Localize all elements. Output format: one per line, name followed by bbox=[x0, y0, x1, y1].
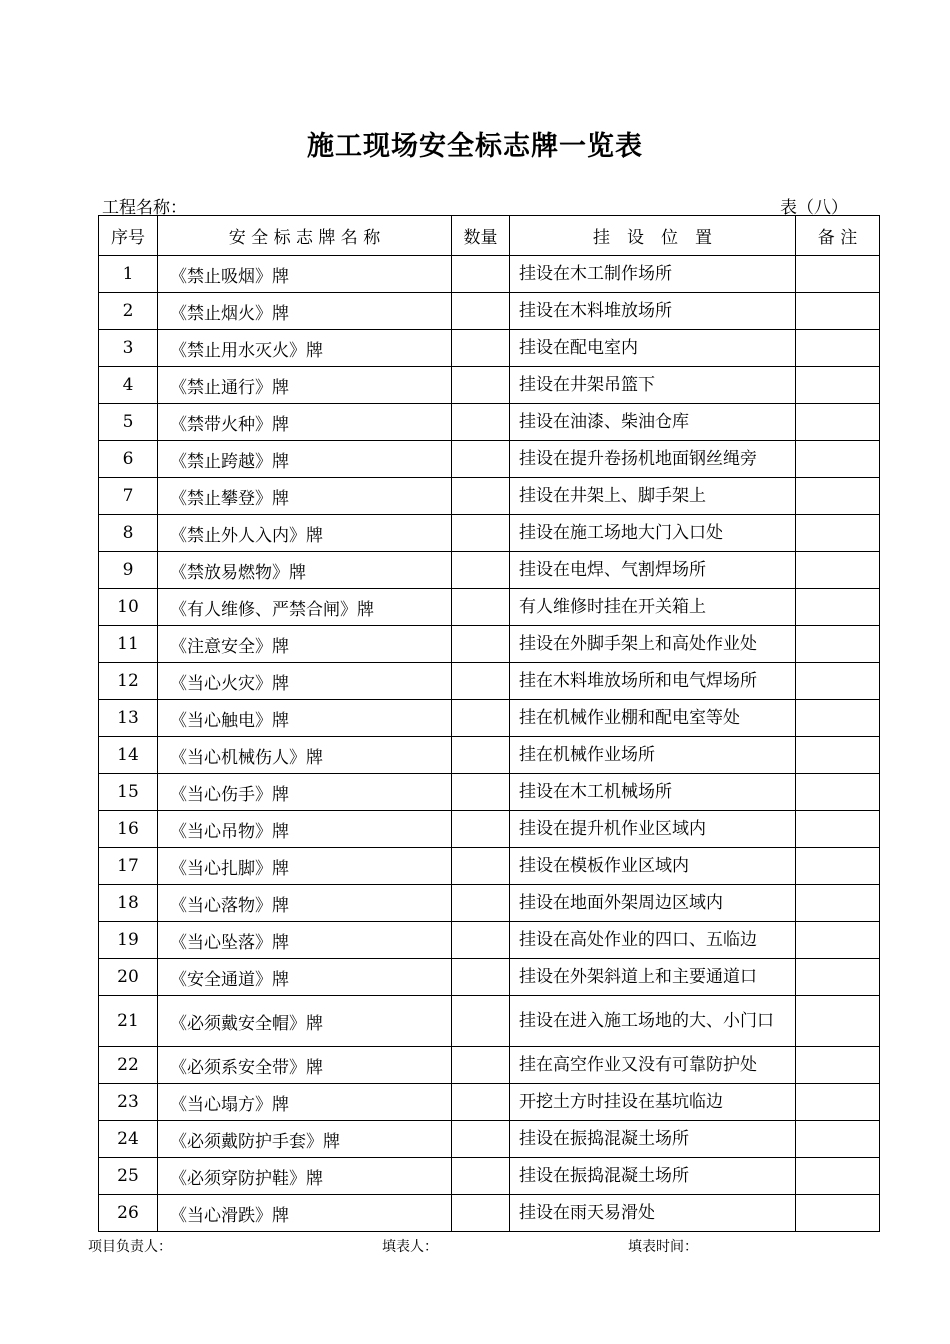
install-position: 挂设在井架吊篮下 bbox=[510, 367, 796, 404]
install-position: 挂设在高处作业的四口、五临边 bbox=[510, 922, 796, 959]
sign-name: 《禁止烟火》牌 bbox=[158, 293, 452, 330]
remark-cell bbox=[796, 1084, 880, 1121]
header-no: 序号 bbox=[99, 216, 158, 256]
header-remark: 备 注 bbox=[796, 216, 880, 256]
sign-name: 《禁止吸烟》牌 bbox=[158, 256, 452, 293]
row-number: 13 bbox=[99, 700, 158, 737]
sign-name: 《禁放易燃物》牌 bbox=[158, 552, 452, 589]
install-position: 挂在机械作业棚和配电室等处 bbox=[510, 700, 796, 737]
table-row bbox=[99, 478, 880, 515]
table-row bbox=[99, 737, 880, 774]
table-row bbox=[99, 404, 880, 441]
quantity-cell bbox=[452, 959, 510, 996]
quantity-cell bbox=[452, 996, 510, 1047]
quantity-cell bbox=[452, 774, 510, 811]
install-position: 挂在机械作业场所 bbox=[510, 737, 796, 774]
sign-name: 《当心扎脚》牌 bbox=[158, 848, 452, 885]
quantity-cell bbox=[452, 922, 510, 959]
install-position: 挂设在井架上、脚手架上 bbox=[510, 478, 796, 515]
install-position: 有人维修时挂在开关箱上 bbox=[510, 589, 796, 626]
header-qty: 数量 bbox=[452, 216, 510, 256]
install-position: 开挖土方时挂设在基坑临边 bbox=[510, 1084, 796, 1121]
row-number: 6 bbox=[99, 441, 158, 478]
remark-cell bbox=[796, 256, 880, 293]
quantity-cell bbox=[452, 1121, 510, 1158]
install-position: 挂设在木工制作场所 bbox=[510, 256, 796, 293]
row-number: 10 bbox=[99, 589, 158, 626]
install-position: 挂在木料堆放场所和电气焊场所 bbox=[510, 663, 796, 700]
row-number: 11 bbox=[99, 626, 158, 663]
sign-name: 《禁止外人入内》牌 bbox=[158, 515, 452, 552]
install-position: 挂在高空作业又没有可靠防护处 bbox=[510, 1047, 796, 1084]
remark-cell bbox=[796, 552, 880, 589]
remark-cell bbox=[796, 478, 880, 515]
table-row bbox=[99, 1084, 880, 1121]
sign-name: 《禁止用水灭火》牌 bbox=[158, 330, 452, 367]
remark-cell bbox=[796, 774, 880, 811]
install-position: 挂设在模板作业区域内 bbox=[510, 848, 796, 885]
table-body bbox=[99, 256, 880, 1232]
sign-name: 《当心坠落》牌 bbox=[158, 922, 452, 959]
remark-cell bbox=[796, 293, 880, 330]
install-position: 挂设在振捣混凝土场所 bbox=[510, 1158, 796, 1195]
remark-cell bbox=[796, 737, 880, 774]
table-row bbox=[99, 441, 880, 478]
row-number: 3 bbox=[99, 330, 158, 367]
footer-filler: 填表人： bbox=[382, 1239, 438, 1255]
sign-name: 《必须戴安全帽》牌 bbox=[158, 996, 452, 1047]
table-row bbox=[99, 1158, 880, 1195]
install-position: 挂设在提升卷扬机地面钢丝绳旁 bbox=[510, 441, 796, 478]
sign-name: 《当心滑跌》牌 bbox=[158, 1195, 452, 1232]
remark-cell bbox=[796, 1121, 880, 1158]
remark-cell bbox=[796, 515, 880, 552]
row-number: 22 bbox=[99, 1047, 158, 1084]
table-row bbox=[99, 515, 880, 552]
quantity-cell bbox=[452, 515, 510, 552]
row-number: 15 bbox=[99, 774, 158, 811]
table-row bbox=[99, 848, 880, 885]
sign-name: 《必须系安全带》牌 bbox=[158, 1047, 452, 1084]
safety-sign-table bbox=[98, 215, 880, 1232]
table-row bbox=[99, 811, 880, 848]
install-position: 挂设在提升机作业区域内 bbox=[510, 811, 796, 848]
install-position: 挂设在油漆、柴油仓库 bbox=[510, 404, 796, 441]
quantity-cell bbox=[452, 441, 510, 478]
row-number: 5 bbox=[99, 404, 158, 441]
row-number: 12 bbox=[99, 663, 158, 700]
install-position: 挂设在进入施工场地的大、小门口 bbox=[510, 996, 796, 1047]
row-number: 16 bbox=[99, 811, 158, 848]
footer-manager: 项目负责人： bbox=[88, 1239, 172, 1255]
table-row bbox=[99, 885, 880, 922]
remark-cell bbox=[796, 404, 880, 441]
row-number: 14 bbox=[99, 737, 158, 774]
row-number: 21 bbox=[99, 996, 158, 1047]
row-number: 24 bbox=[99, 1121, 158, 1158]
remark-cell bbox=[796, 700, 880, 737]
remark-cell bbox=[796, 1047, 880, 1084]
sign-name: 《必须戴防护手套》牌 bbox=[158, 1121, 452, 1158]
table-row bbox=[99, 1047, 880, 1084]
install-position: 挂设在雨天易滑处 bbox=[510, 1195, 796, 1232]
sign-name: 《当心落物》牌 bbox=[158, 885, 452, 922]
quantity-cell bbox=[452, 367, 510, 404]
install-position: 挂设在电焊、气割焊场所 bbox=[510, 552, 796, 589]
table-row bbox=[99, 774, 880, 811]
table-row bbox=[99, 1195, 880, 1232]
table-row bbox=[99, 367, 880, 404]
quantity-cell bbox=[452, 885, 510, 922]
sign-name: 《当心触电》牌 bbox=[158, 700, 452, 737]
sign-name: 《必须穿防护鞋》牌 bbox=[158, 1158, 452, 1195]
quantity-cell bbox=[452, 811, 510, 848]
table-row bbox=[99, 256, 880, 293]
row-number: 19 bbox=[99, 922, 158, 959]
table-row bbox=[99, 626, 880, 663]
quantity-cell bbox=[452, 256, 510, 293]
row-number: 26 bbox=[99, 1195, 158, 1232]
quantity-cell bbox=[452, 330, 510, 367]
row-number: 25 bbox=[99, 1158, 158, 1195]
header-name: 安 全 标 志 牌 名 称 bbox=[158, 216, 452, 256]
footer-date: 填表时间： bbox=[628, 1239, 698, 1255]
sign-name: 《注意安全》牌 bbox=[158, 626, 452, 663]
sign-name: 《禁止通行》牌 bbox=[158, 367, 452, 404]
table-number: 表（八） bbox=[780, 198, 848, 218]
remark-cell bbox=[796, 811, 880, 848]
install-position: 挂设在外脚手架上和高处作业处 bbox=[510, 626, 796, 663]
remark-cell bbox=[796, 330, 880, 367]
install-position: 挂设在地面外架周边区域内 bbox=[510, 885, 796, 922]
sign-name: 《有人维修、严禁合闸》牌 bbox=[158, 589, 452, 626]
project-name-label: 工程名称： bbox=[102, 198, 187, 218]
sign-name: 《当心机械伤人》牌 bbox=[158, 737, 452, 774]
remark-cell bbox=[796, 626, 880, 663]
remark-cell bbox=[796, 1195, 880, 1232]
quantity-cell bbox=[452, 663, 510, 700]
page-title: 施工现场安全标志牌一览表 bbox=[307, 131, 643, 162]
quantity-cell bbox=[452, 478, 510, 515]
remark-cell bbox=[796, 663, 880, 700]
sign-name: 《禁止攀登》牌 bbox=[158, 478, 452, 515]
table-row bbox=[99, 700, 880, 737]
row-number: 4 bbox=[99, 367, 158, 404]
table-row bbox=[99, 293, 880, 330]
sign-name: 《禁带火种》牌 bbox=[158, 404, 452, 441]
row-number: 17 bbox=[99, 848, 158, 885]
quantity-cell bbox=[452, 700, 510, 737]
table-row bbox=[99, 330, 880, 367]
quantity-cell bbox=[452, 848, 510, 885]
quantity-cell bbox=[452, 552, 510, 589]
install-position: 挂设在木工机械场所 bbox=[510, 774, 796, 811]
quantity-cell bbox=[452, 737, 510, 774]
sign-name: 《当心火灾》牌 bbox=[158, 663, 452, 700]
quantity-cell bbox=[452, 1047, 510, 1084]
table-row bbox=[99, 1121, 880, 1158]
table-row bbox=[99, 589, 880, 626]
remark-cell bbox=[796, 367, 880, 404]
table-header-row bbox=[99, 216, 880, 256]
remark-cell bbox=[796, 848, 880, 885]
remark-cell bbox=[796, 959, 880, 996]
row-number: 20 bbox=[99, 959, 158, 996]
remark-cell bbox=[796, 922, 880, 959]
row-number: 18 bbox=[99, 885, 158, 922]
install-position: 挂设在配电室内 bbox=[510, 330, 796, 367]
remark-cell bbox=[796, 885, 880, 922]
quantity-cell bbox=[452, 626, 510, 663]
remark-cell bbox=[796, 1158, 880, 1195]
quantity-cell bbox=[452, 293, 510, 330]
remark-cell bbox=[796, 589, 880, 626]
row-number: 23 bbox=[99, 1084, 158, 1121]
quantity-cell bbox=[452, 1158, 510, 1195]
quantity-cell bbox=[452, 1084, 510, 1121]
install-position: 挂设在木料堆放场所 bbox=[510, 293, 796, 330]
quantity-cell bbox=[452, 404, 510, 441]
install-position: 挂设在外架斜道上和主要通道口 bbox=[510, 959, 796, 996]
row-number: 1 bbox=[99, 256, 158, 293]
table-row bbox=[99, 663, 880, 700]
table-row bbox=[99, 996, 880, 1047]
remark-cell bbox=[796, 996, 880, 1047]
row-number: 9 bbox=[99, 552, 158, 589]
quantity-cell bbox=[452, 589, 510, 626]
table-row bbox=[99, 552, 880, 589]
row-number: 2 bbox=[99, 293, 158, 330]
table-row bbox=[99, 959, 880, 996]
sign-name: 《禁止跨越》牌 bbox=[158, 441, 452, 478]
row-number: 7 bbox=[99, 478, 158, 515]
install-position: 挂设在振捣混凝土场所 bbox=[510, 1121, 796, 1158]
sign-name: 《安全通道》牌 bbox=[158, 959, 452, 996]
header-position: 挂 设 位 置 bbox=[510, 216, 796, 256]
remark-cell bbox=[796, 441, 880, 478]
sign-name: 《当心伤手》牌 bbox=[158, 774, 452, 811]
sign-name: 《当心吊物》牌 bbox=[158, 811, 452, 848]
table-row bbox=[99, 922, 880, 959]
install-position: 挂设在施工场地大门入口处 bbox=[510, 515, 796, 552]
row-number: 8 bbox=[99, 515, 158, 552]
quantity-cell bbox=[452, 1195, 510, 1232]
sign-name: 《当心塌方》牌 bbox=[158, 1084, 452, 1121]
